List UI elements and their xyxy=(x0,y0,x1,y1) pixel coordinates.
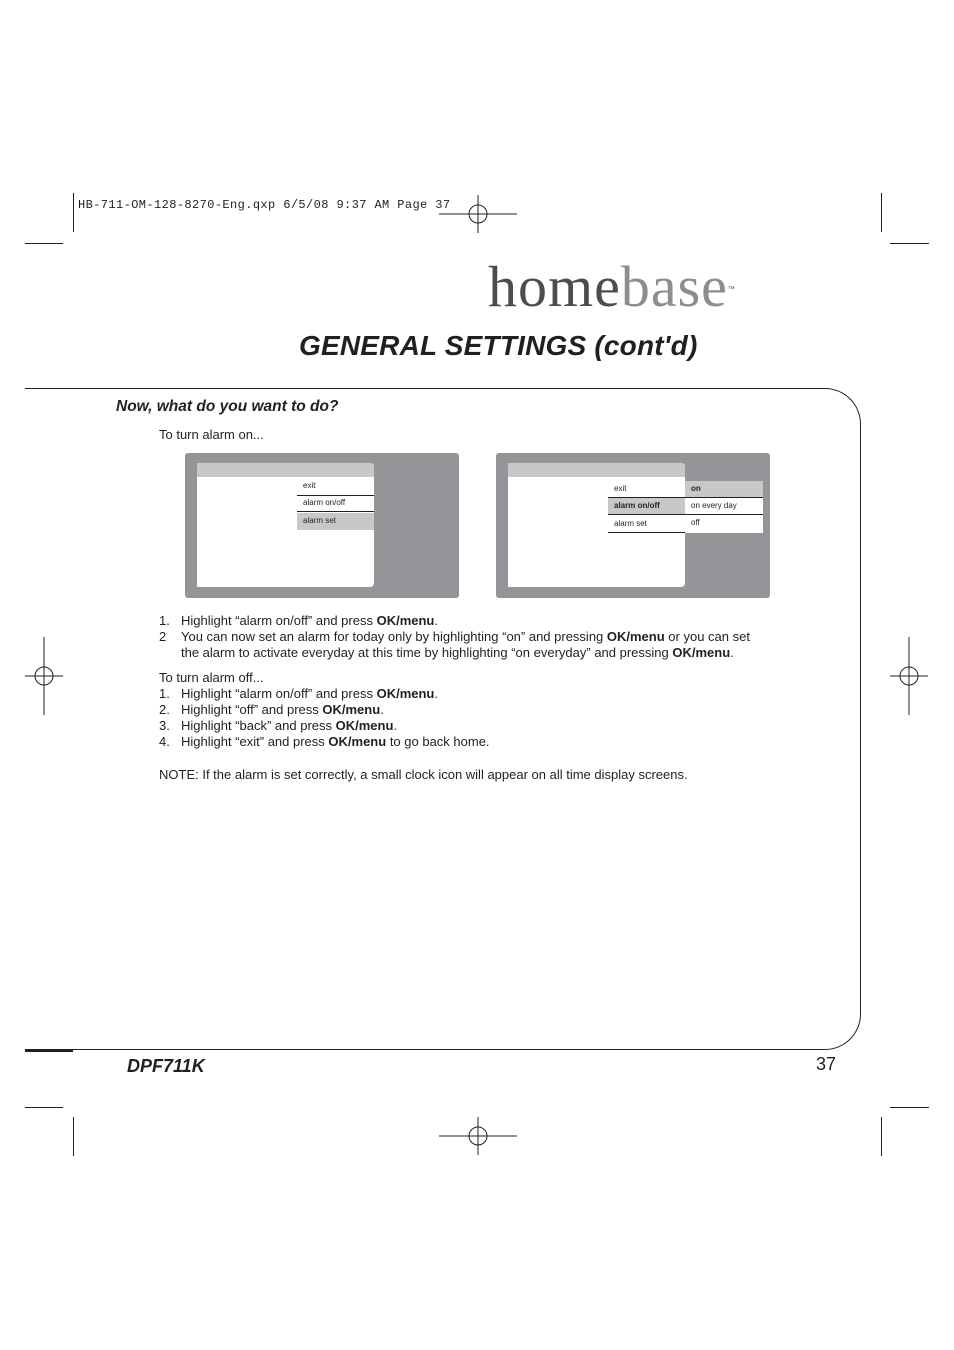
registration-target-icon xyxy=(439,195,517,233)
footer-rule xyxy=(25,1050,73,1052)
menu-divider xyxy=(608,532,685,533)
crop-mark xyxy=(881,1117,882,1156)
step-text: . xyxy=(434,686,438,701)
page-title: GENERAL SETTINGS (cont'd) xyxy=(299,330,698,361)
step-on-2 xyxy=(159,629,750,645)
intro-alarm-on: To turn alarm on... xyxy=(159,427,264,442)
crop-mark xyxy=(890,1107,929,1108)
step-key: OK/menu xyxy=(322,702,381,717)
step-number: 2. xyxy=(159,702,170,717)
menu-item-alarm-on-off[interactable]: alarm on/off xyxy=(303,498,346,507)
crop-mark xyxy=(25,243,63,244)
step-key: OK/menu xyxy=(672,645,731,660)
intro-alarm-off: To turn alarm off... xyxy=(159,670,264,685)
logo-trademark: ™ xyxy=(727,286,736,293)
step-text: to go back home. xyxy=(386,734,490,749)
menu-title-bar xyxy=(508,463,685,477)
note: NOTE: If the alarm is set correctly, a small clock icon will appear on all time display screens. xyxy=(159,767,688,782)
menu-screen-2 xyxy=(496,453,770,598)
print-slug: HB-711-OM-128-8270-Eng.qxp 6/5/08 9:37 AM Page 37 xyxy=(78,198,451,212)
registration-target-icon xyxy=(890,637,928,715)
menu-title-bar xyxy=(197,463,374,477)
registration-target-icon xyxy=(439,1117,517,1155)
step-text: . xyxy=(380,702,384,717)
homebase-logo xyxy=(488,254,736,319)
submenu-item-on-every-day[interactable]: on every day xyxy=(685,498,763,514)
step-off-1 xyxy=(159,686,438,702)
menu-item-alarm-set[interactable]: alarm set xyxy=(614,519,647,528)
menu-divider xyxy=(608,514,685,515)
step-text: Highlight “off” and press xyxy=(181,702,323,717)
step-text: . xyxy=(434,613,438,628)
step-number: 4. xyxy=(159,734,170,749)
step-key: OK/menu xyxy=(376,686,435,701)
crop-mark xyxy=(881,193,882,232)
menu-item-alarm-set[interactable]: alarm set xyxy=(297,513,374,530)
menu-screen-1 xyxy=(185,453,459,598)
submenu-item-off[interactable]: off xyxy=(685,515,763,533)
menu-item-exit[interactable]: exit xyxy=(614,484,627,493)
step-number: 2 xyxy=(159,629,167,644)
step-off-4 xyxy=(159,734,490,750)
logo-home: home xyxy=(488,254,621,319)
crop-mark xyxy=(25,1107,63,1108)
step-key: OK/menu xyxy=(376,613,435,628)
step-text: . xyxy=(393,718,398,733)
step-text: . xyxy=(730,645,734,660)
menu-panel xyxy=(508,463,685,587)
step-text: Highlight “back” and press xyxy=(181,718,336,733)
step-key: OK/menu xyxy=(335,718,394,733)
step-number: 1. xyxy=(159,686,170,701)
step-on-2-cont xyxy=(181,645,734,661)
step-number: 1. xyxy=(159,613,170,628)
page-number: 37 xyxy=(816,1054,837,1074)
step-text: or you can set xyxy=(664,629,750,644)
step-key: OK/menu xyxy=(606,629,665,644)
crop-mark xyxy=(890,243,929,244)
menu-item-alarm-on-off[interactable]: alarm on/off xyxy=(608,498,685,514)
crop-mark xyxy=(73,1117,74,1156)
step-text: the alarm to activate everyday at this time by highlighting “on everyday” and pressing xyxy=(181,645,673,660)
menu-panel xyxy=(197,463,374,587)
logo-base: base xyxy=(620,254,728,319)
menu-item-exit[interactable]: exit xyxy=(303,481,316,490)
step-text: Highlight “exit” and press xyxy=(181,734,329,749)
model-number: DPF711K xyxy=(127,1056,205,1076)
menu-divider xyxy=(297,511,374,512)
step-number: 3. xyxy=(159,718,170,733)
step-off-3 xyxy=(159,718,397,734)
step-text: Highlight “alarm on/off” and press xyxy=(181,613,377,628)
section-title: Now, what do you want to do? xyxy=(116,398,339,415)
step-key: OK/menu xyxy=(328,734,387,749)
step-text: You can now set an alarm for today only by highlighting “on” and pressing xyxy=(181,629,607,644)
step-text: Highlight “alarm on/off” and press xyxy=(181,686,377,701)
crop-mark xyxy=(73,193,74,232)
step-on-1 xyxy=(159,613,438,629)
submenu-item-on[interactable]: on xyxy=(685,481,763,497)
step-off-2 xyxy=(159,702,384,718)
